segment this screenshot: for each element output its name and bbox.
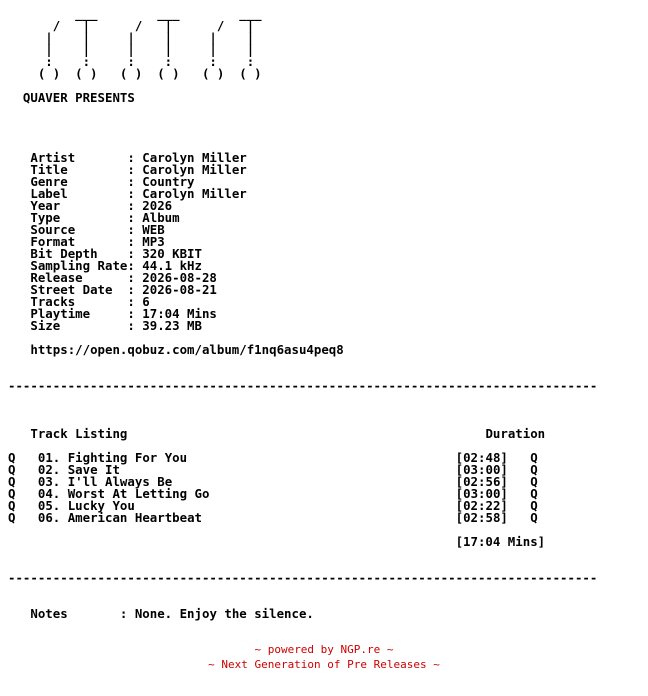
track-number: 02. <box>37 462 61 477</box>
info-label: Title <box>30 162 128 177</box>
info-label: Artist <box>30 150 128 165</box>
info-row: Source : WEB <box>30 222 165 237</box>
info-label: Label <box>30 186 128 201</box>
info-value: 2026-08-28 <box>142 270 217 285</box>
footer-powered-by: ~ powered by NGP.re ~ <box>254 643 394 656</box>
info-label: Bit Depth <box>30 246 128 261</box>
info-value: Country <box>142 174 195 189</box>
track-title: Lucky You <box>67 498 135 513</box>
info-row: Artist : Carolyn Miller <box>30 150 247 165</box>
divider: ------------------------------------------------------------------------------- <box>8 378 598 393</box>
track-title: Worst At Letting Go <box>67 486 210 501</box>
track-number: 05. <box>37 498 61 513</box>
info-row: Sampling Rate: 44.1 kHz <box>30 258 202 273</box>
info-row: Street Date : 2026-08-21 <box>30 282 217 297</box>
track-title: American Heartbeat <box>67 510 202 525</box>
info-label: Tracks <box>30 294 128 309</box>
info-value: 2026 <box>142 198 173 213</box>
info-value: 44.1 kHz <box>142 258 202 273</box>
track-title: Fighting For You <box>67 450 188 465</box>
info-row: Playtime : 17:04 Mins <box>30 306 217 321</box>
info-label: Street Date <box>30 282 128 297</box>
info-value: 39.23 MB <box>142 318 202 333</box>
album-url-text: https://open.qobuz.com/album/f1nq6asu4peq8 <box>30 342 344 357</box>
track-row <box>8 512 597 524</box>
track-listing-title: Track Listing <box>30 426 128 441</box>
track-marker: Q <box>8 474 16 489</box>
info-label: Size <box>30 318 128 333</box>
release-info-block <box>8 152 597 332</box>
duration-header: Duration <box>485 426 546 441</box>
info-value: Album <box>142 210 180 225</box>
divider: ------------------------------------------------------------------------------- <box>8 570 598 585</box>
info-value: 2026-08-21 <box>142 282 217 297</box>
presenter-title: QUAVER PRESENTS <box>22 90 135 105</box>
track-marker: Q <box>530 486 538 501</box>
notes-line: Notes : None. Enjoy the silence. <box>30 606 314 621</box>
info-row: Format : MP3 <box>30 234 165 249</box>
track-duration: [03:00] <box>455 462 508 477</box>
track-number: 01. <box>37 450 61 465</box>
track-marker: Q <box>530 474 538 489</box>
track-duration: [02:48] <box>455 450 508 465</box>
info-label: Source <box>30 222 128 237</box>
track-marker: Q <box>530 450 538 465</box>
info-label: Release <box>30 270 128 285</box>
track-marker: Q <box>8 498 16 513</box>
track-duration: [03:00] <box>455 486 508 501</box>
info-row: Year : 2026 <box>30 198 173 213</box>
track-marker: Q <box>8 510 16 525</box>
info-label: Format <box>30 234 128 249</box>
track-title: Save It <box>67 462 120 477</box>
info-label: Playtime <box>30 306 128 321</box>
info-row: Size : 39.23 MB <box>30 318 202 333</box>
track-listing-header <box>8 428 597 440</box>
info-value: 17:04 Mins <box>142 306 217 321</box>
info-row: Release : 2026-08-28 <box>30 270 217 285</box>
track-duration: [02:58] <box>455 510 508 525</box>
info-row: Type : Album <box>30 210 180 225</box>
info-value: 320 KBIT <box>142 246 202 261</box>
track-duration: [02:56] <box>455 474 508 489</box>
track-number: 03. <box>37 474 61 489</box>
track-duration: [02:22] <box>455 498 508 513</box>
track-marker: Q <box>530 510 538 525</box>
logo-art: ___ ___ ___ / | / | / | | | | | | | | | | | | | : : : : : : ( ) ( ) ( ) ( ) ( ) ( ) <box>37 6 262 81</box>
info-value: Carolyn Miller <box>142 162 247 177</box>
total-duration <box>8 536 597 548</box>
info-label: Genre <box>30 174 128 189</box>
info-row: Label : Carolyn Miller <box>30 186 247 201</box>
track-number: 06. <box>37 510 61 525</box>
track-marker: Q <box>8 450 16 465</box>
total-duration-value: [17:04 Mins] <box>455 534 546 549</box>
info-value: Carolyn Miller <box>142 150 247 165</box>
track-number: 04. <box>37 486 61 501</box>
info-row: Title : Carolyn Miller <box>30 162 247 177</box>
album-url <box>8 344 597 356</box>
info-value: WEB <box>142 222 165 237</box>
track-marker: Q <box>530 462 538 477</box>
notes-label: Notes <box>30 606 120 621</box>
info-label: Year <box>30 198 128 213</box>
info-value: 6 <box>142 294 150 309</box>
track-marker: Q <box>8 462 16 477</box>
notes-value: None. Enjoy the silence. <box>134 606 314 621</box>
info-value: Carolyn Miller <box>142 186 247 201</box>
footer-tagline: ~ Next Generation of Pre Releases ~ <box>208 658 440 671</box>
info-label: Sampling Rate <box>30 258 128 273</box>
track-title: I'll Always Be <box>67 474 173 489</box>
info-row: Genre : Country <box>30 174 195 189</box>
track-marker: Q <box>530 498 538 513</box>
info-label: Type <box>30 210 128 225</box>
info-row: Bit Depth : 320 KBIT <box>30 246 202 261</box>
info-value: MP3 <box>142 234 165 249</box>
track-marker: Q <box>8 486 16 501</box>
track-list <box>8 452 597 524</box>
info-row: Tracks : 6 <box>30 294 150 309</box>
